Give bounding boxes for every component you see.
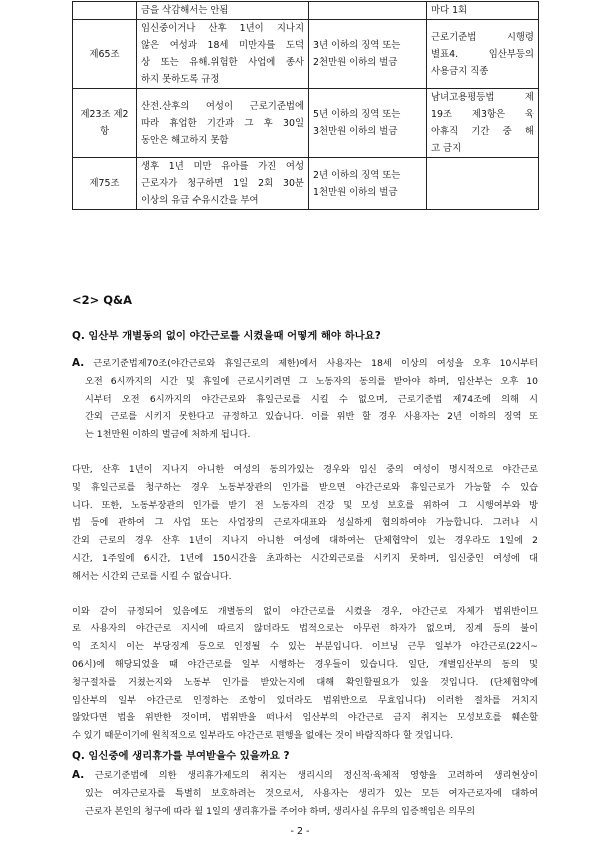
cell-content bbox=[137, 89, 309, 158]
text-line bbox=[72, 709, 538, 727]
cell-line: 3천만원 이하의 벌금 bbox=[313, 126, 398, 137]
cell-line: 남녀고용평등법 제 bbox=[431, 92, 534, 103]
cell-line: 2천만원 이하의 벌금 bbox=[313, 57, 398, 68]
cell-penalty bbox=[309, 89, 427, 158]
cell-line: 하지 못하도록 규정 bbox=[141, 74, 220, 85]
cell-line: 마다 1회 bbox=[431, 5, 468, 16]
text-line-content: 법 등에 관하여 그 사업 또는 사업장의 근로자대표와 성실하게 협의하여야 가능합니다. 그러나 시 bbox=[72, 517, 538, 529]
cell-line: 3년 이하의 징역 또는 bbox=[313, 40, 401, 51]
cell-line bbox=[431, 175, 534, 192]
text-line bbox=[72, 408, 538, 426]
text-line-content: 다만, 산후 1년이 지나지 아니한 여성의 동의가있는 경우와 임신 중의 여성이 명시적으로 야간근로 bbox=[72, 463, 538, 475]
cell-line: 이상의 유급 수유시간을 부여 bbox=[141, 195, 259, 206]
cell-line: 생후 1년 미만 유아를 가진 여성 bbox=[141, 161, 304, 172]
section-title: <2> Q&A bbox=[72, 293, 132, 307]
text-line-content: 니다. 또한, 노동부장관의 인가를 받기 전 노동자의 건강 및 모성 보호를 위하여 그 시행여부와 방 bbox=[72, 499, 538, 511]
question-2: Q. 임신중에 생리휴가를 부여받을수 있을까요 ? bbox=[72, 750, 290, 762]
cell-line: 근로자가 청구하면 1일 2회 30분 bbox=[141, 178, 304, 189]
cell-penalty bbox=[309, 158, 427, 210]
text-line-content: 임산부의 일부 야간근로 인정하는 조항이 있더라도 법위반으로 무효입니다) 이러한 절차를 거치지 bbox=[72, 694, 538, 706]
text-line bbox=[72, 620, 538, 638]
text-line-content: 06시)에 해당되었을 때 야간근로를 일부 시행하는 경우들이 있습니다. 일단, 개별임산부의 동의 및 bbox=[72, 658, 538, 670]
text-line-content: 않았다면 법을 위반한 것이며, 법위반을 떠나서 임산부의 야간근로 금지 취지는 모성보호를 훼손할 bbox=[72, 712, 538, 724]
text-line bbox=[72, 727, 538, 745]
cell-line: 사용금지 직종 bbox=[431, 65, 489, 77]
cell-article: 제75조 bbox=[73, 158, 137, 210]
text-line bbox=[72, 785, 538, 803]
text-line bbox=[72, 514, 538, 532]
table-row bbox=[73, 20, 539, 89]
page-number: - 2 - bbox=[290, 826, 310, 837]
cell-content bbox=[137, 158, 309, 210]
cell-line bbox=[313, 2, 422, 19]
text-line-content: 근로자 본인의 청구에 따라 월 1일의 생리휴가를 주어야 하며, 생리사실 유무의 입증책임은 의무의 bbox=[85, 805, 475, 817]
text-line-content: 해서는 시간외 근로를 시킬 수 없습니다. bbox=[72, 570, 232, 582]
cell-line: 2년 이하의 징역 또는 bbox=[313, 169, 401, 181]
table-row bbox=[73, 2, 539, 20]
text-line-content: 오전 6시까지의 시간 및 휴일에 근로시키려면 그 노동자의 동의를 받아야 하며, 임산부는 오후 10 bbox=[85, 375, 538, 387]
text-line bbox=[72, 532, 538, 550]
text-line bbox=[72, 656, 538, 674]
cell-line: 동안은 해고하지 못함 bbox=[141, 134, 229, 146]
cell-line: 않은 여성과 18세 미만자를 도덕 bbox=[141, 40, 304, 51]
text-line bbox=[72, 550, 538, 568]
text-line-content: 는 1천만원 이하의 벌금에 처하게 됩니다. bbox=[85, 429, 251, 441]
text-line-content: 근로기준법제70조(야간근로와 휴일근로의 제한)에서 사용자는 18세 이상의 여성을 오후 10시부터 bbox=[84, 358, 538, 369]
cell-line: 따라 휴업한 기간과 그 후 30일 bbox=[141, 117, 304, 129]
text-line-content: 간외 근로의 경우 산후 1년이 지나지 아니한 여성에 대하여는 단체협약이 있는 경우라도 1일에 2 bbox=[72, 535, 538, 547]
text-line bbox=[72, 638, 538, 656]
answer-2 bbox=[72, 767, 538, 820]
cell-note bbox=[427, 89, 539, 158]
text-line-content: 시간, 1주일에 6시간, 1년에 150시간을 초과하는 시간외근로를 시키지 못하며, 임신중인 여성에 대 bbox=[72, 552, 538, 564]
cell-content bbox=[137, 20, 309, 89]
question-1: Q. 임산부 개별동의 없이 야간근로를 시켰을때 어떻게 해야 하나요? bbox=[72, 330, 381, 342]
cell-line: 상 또는 유해.위험한 사업에 종사 bbox=[141, 57, 304, 68]
text-line-content: 시부터 오전 6시까지의 야간근로와 휴일근로를 시킬 수 없으며, 근로기준법 제74조에 의해 시 bbox=[85, 393, 538, 405]
cell-note bbox=[427, 158, 539, 210]
text-line-content: 수 있기 때문이기에 원칙적으로 일부라도 야간근로 편행을 없애는 것이 바람직하다 할 것입니다. bbox=[72, 730, 454, 742]
cell-penalty bbox=[309, 20, 427, 89]
law-penalty-table bbox=[72, 1, 539, 210]
text-line bbox=[72, 603, 538, 621]
text-line bbox=[72, 391, 538, 409]
text-line bbox=[72, 355, 538, 373]
text-line bbox=[72, 767, 538, 785]
text-line-content: 익 조치시 이는 부당징계 등으로 인정될 수 있는 부분입니다. 이브닝 근무 일부가 야간근로(22시~ bbox=[72, 641, 538, 653]
text-line bbox=[72, 803, 538, 821]
text-line-content: 간외 근로를 시키지 못한다고 규정하고 있습니다. 이를 위반 할 경우 사용자는 2년 이하의 징역 또 bbox=[85, 411, 538, 423]
table-row bbox=[73, 158, 539, 210]
cell-line: 1천만원 이하의 벌금 bbox=[313, 186, 398, 198]
text-line-content: 이와 같이 규정되어 있음에도 개별동의 없이 야간근로를 시켰을 경우, 야간근로 자체가 법위반이므 bbox=[72, 605, 538, 617]
text-line bbox=[72, 479, 538, 497]
text-line bbox=[72, 568, 538, 586]
text-line-content: 로 사용자의 야간근로 지시에 따르지 않더라도 법적으로는 아무런 하자가 없으며, 징계 등의 불이 bbox=[72, 623, 538, 635]
cell-article: 제65조 bbox=[73, 20, 137, 89]
answer-mark: A. bbox=[72, 357, 85, 369]
cell-line: 산전.산후의 여성이 근로기준법에 bbox=[141, 100, 304, 112]
text-line bbox=[72, 674, 538, 692]
text-line bbox=[72, 426, 538, 444]
cell-line: 고 금지 bbox=[431, 143, 462, 154]
text-line-content: 및 휴일근로를 청구하는 경우 노동부장관의 인가를 받으면 야간근로와 휴일근로가 가능할 수 있습 bbox=[72, 481, 538, 493]
text-line bbox=[72, 692, 538, 710]
cell-line: 근로기준법 시행령 bbox=[431, 31, 534, 43]
text-line bbox=[72, 373, 538, 391]
cell-line: 금을 삭감해서는 안됨 bbox=[141, 5, 229, 16]
answer-1 bbox=[72, 355, 538, 745]
cell-line: 별표4. 임산부등의 bbox=[431, 48, 534, 60]
cell-line: 아휴직 기간 중 해 bbox=[431, 126, 534, 137]
text-line-content: 있는 여자근로자를 특별히 보호하려는 것으로서, 사용자는 생리가 있는 모든 여자근로자에 대하여 bbox=[85, 787, 538, 799]
text-line bbox=[72, 497, 538, 515]
cell-article: 제23조 제2항 bbox=[73, 89, 137, 158]
cell-note bbox=[427, 20, 539, 89]
cell-article bbox=[73, 2, 137, 20]
cell-note bbox=[427, 2, 539, 20]
text-line-content: 청구절차를 거쳤는지와 노동부 인가를 받았는지에 대해 확인할필요가 있을 것입니다. (단체협약에 bbox=[72, 676, 538, 688]
answer-mark: A. bbox=[72, 769, 85, 781]
text-line bbox=[72, 461, 538, 479]
cell-line: 5년 이하의 징역 또는 bbox=[313, 109, 401, 120]
cell-line: 19조 제3항은 육 bbox=[431, 109, 534, 120]
cell-content bbox=[137, 2, 309, 20]
cell-line: 임신중이거나 산후 1년이 지나지 bbox=[141, 23, 304, 34]
cell-penalty bbox=[309, 2, 427, 20]
table-row bbox=[73, 89, 539, 158]
text-line-content: 근로기준법에 의한 생리휴가제도의 취지는 생리시의 정신적·육체적 영향을 고려하여 생리현상이 bbox=[84, 770, 538, 781]
